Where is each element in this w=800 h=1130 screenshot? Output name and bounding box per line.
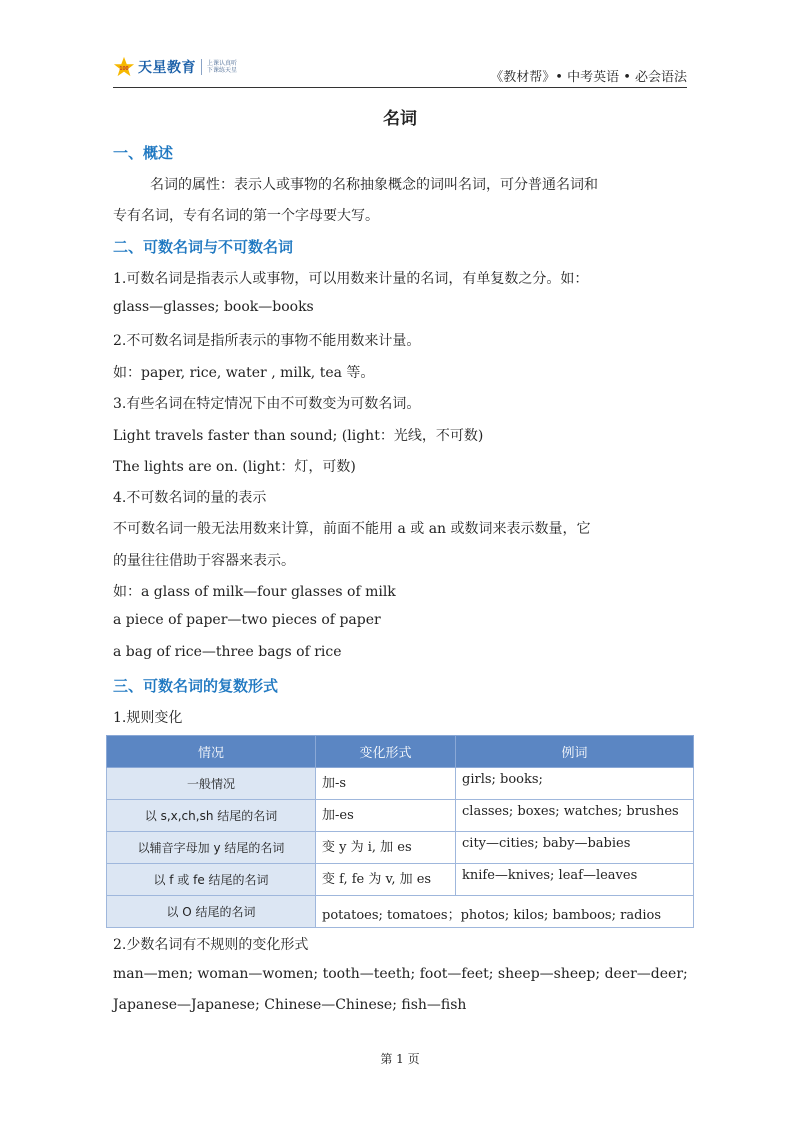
paragraph-line: 3.有些名词在特定情况下由不可数变为可数名词。 xyxy=(113,396,421,412)
table-cell-case: 以辅音字母加 y 结尾的名词 xyxy=(107,832,316,864)
table-header-row xyxy=(107,736,694,768)
paragraph-line: 不可数名词一般无法用数来计算，前面不能用 a 或 an 或数词来表示数量，它 xyxy=(113,521,591,537)
table-cell-examples: city—cities; baby—babies xyxy=(456,832,694,864)
table-row xyxy=(107,896,694,928)
paragraph-line: 2.少数名词有不规则的变化形式 xyxy=(113,937,309,953)
paragraph-line: The lights are on. (light：灯，可数) xyxy=(113,459,356,475)
logo-text: 天星教育 xyxy=(138,60,196,76)
table-cell-form: 加-s xyxy=(316,768,456,800)
table-cell-form: 加-es xyxy=(316,800,456,832)
table-row xyxy=(107,832,694,864)
logo-divider xyxy=(201,59,202,75)
table-cell-examples: classes; boxes; watches; brushes xyxy=(456,800,694,832)
paragraph-line: 如：a glass of milk—four glasses of milk xyxy=(113,584,396,600)
section-heading-countable: 二、可数名词与不可数名词 xyxy=(113,238,294,256)
page-header xyxy=(113,56,687,88)
page-title: 名词 xyxy=(383,109,417,129)
table-cell-form: 变 y 为 i, 加 es xyxy=(316,832,456,864)
star-logo-icon xyxy=(113,56,135,78)
section-heading-plural-forms: 三、可数名词的复数形式 xyxy=(113,677,279,695)
table-cell-examples: potatoes; tomatoes；photos; kilos; bamboos; radios xyxy=(316,896,694,928)
table-cell-examples: knife—knives; leaf—leaves xyxy=(456,864,694,896)
plural-rules-table xyxy=(106,735,694,928)
table-cell-case: 以 f 或 fe 结尾的名词 xyxy=(107,864,316,896)
paragraph-line: a piece of paper—two pieces of paper xyxy=(113,612,381,628)
paragraph-line: 1.可数名词是指表示人或事物，可以用数来计量的名词，有单复数之分。如： xyxy=(113,271,589,287)
table-cell-case: 一般情况 xyxy=(107,768,316,800)
paragraph-line: man—men; woman—women; tooth—teeth; foot—feet; sheep—sheep; deer—deer; xyxy=(113,966,688,982)
table-header-cell: 情况 xyxy=(107,736,316,768)
paragraph-line: 的量往往借助于容器来表示。 xyxy=(113,553,295,569)
table-row xyxy=(107,800,694,832)
paragraph-line: Japanese—Japanese; Chinese—Chinese; fish—fish xyxy=(113,997,467,1013)
table-cell-form: 变 f, fe 为 v, 加 es xyxy=(316,864,456,896)
paragraph-line: a bag of rice—three bags of rice xyxy=(113,644,342,660)
page-number: 第 1 页 xyxy=(380,1052,420,1066)
table-cell-case: 以 O 结尾的名词 xyxy=(107,896,316,928)
section-heading-overview: 一、概述 xyxy=(113,144,174,162)
table-row xyxy=(107,864,694,896)
table-row xyxy=(107,768,694,800)
paragraph-line: Light travels faster than sound; (light：光线，不可数) xyxy=(113,428,484,444)
table-header-cell: 变化形式 xyxy=(316,736,456,768)
paragraph-line: 名词的属性：表示人或事物的名称抽象概念的词叫名词，可分普通名词和 xyxy=(150,177,598,193)
paragraph-line: 4.不可数名词的量的表示 xyxy=(113,490,267,506)
logo xyxy=(113,56,237,78)
paragraph-line: glass—glasses; book—books xyxy=(113,299,314,315)
svg-text:100: 100 xyxy=(119,65,129,72)
header-book-title: 《教材帮》• 中考英语 • 必会语法 xyxy=(490,70,687,85)
paragraph-line: 专有名词，专有名词的第一个字母要大写。 xyxy=(113,208,379,224)
table-cell-examples: girls; books; xyxy=(456,768,694,800)
paragraph-line: 1.规则变化 xyxy=(113,710,183,726)
paragraph-line: 2.不可数名词是指所表示的事物不能用数来计量。 xyxy=(113,333,421,349)
table-cell-case: 以 s,x,ch,sh 结尾的名词 xyxy=(107,800,316,832)
logo-slogan: 上课认真听 下课练天星 xyxy=(207,60,238,74)
paragraph-line: 如：paper, rice, water , milk, tea 等。 xyxy=(113,365,375,381)
table-header-cell: 例词 xyxy=(456,736,694,768)
